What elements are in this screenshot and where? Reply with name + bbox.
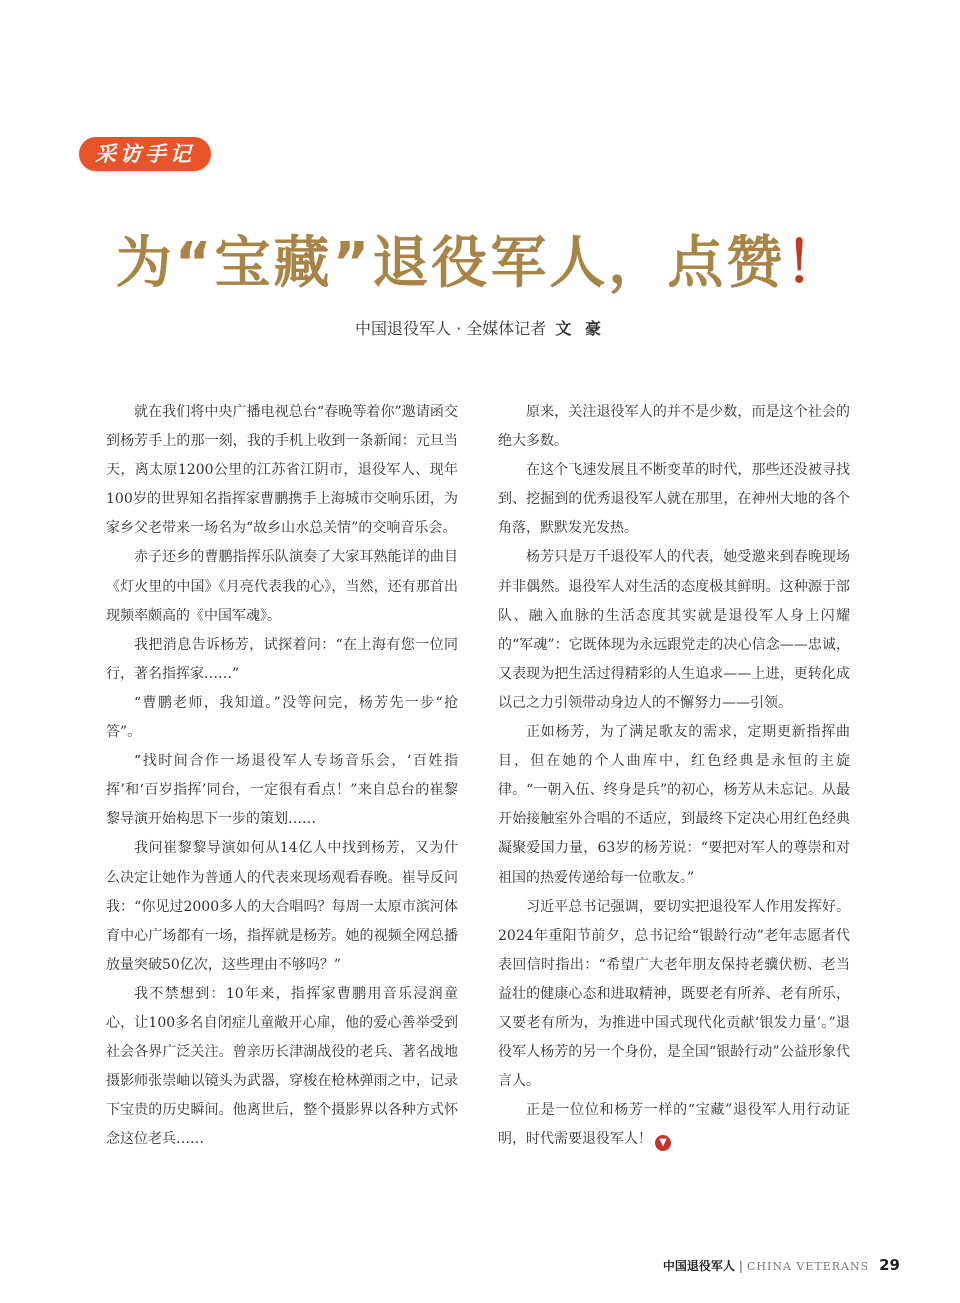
paragraph: 在这个飞速发展且不断变革的时代，那些还没被寻找到、挖掘到的优秀退役军人就在那里，在神州大地的各个角落，默默发光发热。 (498, 462, 850, 537)
paragraph: 赤子还乡的曹鹏指挥乐队演奏了大家耳熟能详的曲目《灯火里的中国》《月亮代表我的心》，当然，还有那首出现频率颇高的《中国军魂》。 (106, 549, 458, 624)
title-text: 为“宝藏”退役军人，点赞 (115, 231, 786, 296)
article-title (0, 224, 960, 304)
footer-english: CHINA VETERANS (746, 1260, 870, 1273)
paragraph: 就在我们将中央广播电视总台“春晚等着你”邀请函交到杨芳手上的那一刻，我的手机上收到一条新闻：元旦当天，离太原1200公里的江苏省江阴市，退役军人、现年100岁的世界知名指挥家曹鹏携手上海城市交响乐团，为家乡父老带来一场名为“故乡山水总关情”的交响音乐会。 (106, 404, 458, 537)
paragraph: 正如杨芳，为了满足歌友的需求，定期更新指挥曲目，但在她的个人曲库中，红色经典是永恒的主旋律。“一朝入伍、终身是兵”的初心，杨芳从未忘记。从最开始接触室外合唱的不适应，到最终下定决心用红色经典凝聚爱国力量，63岁的杨芳说：“要把对军人的尊崇和对祖国的热爱传递给每一位歌友。” (498, 724, 850, 886)
final-text: 正是一位位和杨芳一样的“宝藏”退役军人用行动证明，时代需要退役军人！ (498, 1102, 850, 1148)
byline-author: 文 豪 (555, 319, 605, 338)
paragraph: 我问崔黎黎导演如何从14亿人中找到杨芳，又为什么决定让她作为普通人的代表来现场观看春晚。崔导反问我：“你见过2000多人的大合唱吗？每周一太原市滨河体育中心广场都有一场，指挥就是杨芳。她的视频全网总播放量突破50亿次，这些理由不够吗？” (106, 840, 458, 973)
footer-separator: | (738, 1259, 743, 1273)
footer-magazine: 中国退役军人 (662, 1259, 735, 1273)
page-footer (663, 1255, 900, 1274)
left-column (106, 398, 458, 1154)
title-exclamation: ！ (785, 231, 845, 296)
paragraph: 我不禁想到：10年来，指挥家曹鹏用音乐浸润童心，让100多名自闭症儿童敞开心扉，他的爱心善举受到社会各界广泛关注。曾亲历长津湖战役的老兵、著名战地摄影师张崇岫以镜头为武器，穿梭在枪林弹雨之中，记录下宝贵的历史瞬间。他离世后，整个摄影界以各种方式怀念这位老兵…… (106, 985, 458, 1148)
paragraph: “曹鹏老师，我知道。”没等问完，杨芳先一步“抢答”。 (106, 694, 458, 741)
byline-prefix: 中国退役军人 · 全媒体记者 (355, 319, 547, 338)
byline (0, 316, 960, 339)
paragraph-final (498, 1096, 850, 1154)
right-column (498, 398, 850, 1154)
end-mark-icon: ▼ (655, 1135, 671, 1151)
paragraph: 杨芳只是万千退役军人的代表，她受邀来到春晚现场并非偶然。退役军人对生活的态度极其鲜明。这种源于部队、融入血脉的生活态度其实就是退役军人身上闪耀的“军魂”：它既体现为永远跟党走的决心信念——忠诚，又表现为把生活过得精彩的人生追求——上进，更转化成以己之力引领带动身边人的不懈努力——引领。 (498, 549, 850, 711)
paragraph: 原来，关注退役军人的并不是少数，而是这个社会的绝大多数。 (498, 404, 850, 450)
page-number: 29 (879, 1256, 900, 1274)
paragraph: “找时间合作一场退役军人专场音乐会，‘百姓指挥’和‘百岁指挥’同台，一定很有看点！”来自总台的崔黎黎导演开始构思下一步的策划…… (106, 753, 458, 828)
paragraph: 我把消息告诉杨芳，试探着问：“在上海有您一位同行，著名指挥家……” (106, 636, 458, 682)
paragraph: 习近平总书记强调，要切实把退役军人作用发挥好。2024年重阳节前夕，总书记给“银龄行动”老年志愿者代表回信时指出：“希望广大老年朋友保持老骥伏枥、老当益壮的健康心态和进取精神，既要老有所养、老有所乐，又要老有所为，为推进中国式现代化贡献‘银发力量’。”退役军人杨芳的另一个身份，是全国“银龄行动”公益形象代言人。 (498, 898, 850, 1090)
section-tag: 采访手记 (79, 137, 211, 171)
